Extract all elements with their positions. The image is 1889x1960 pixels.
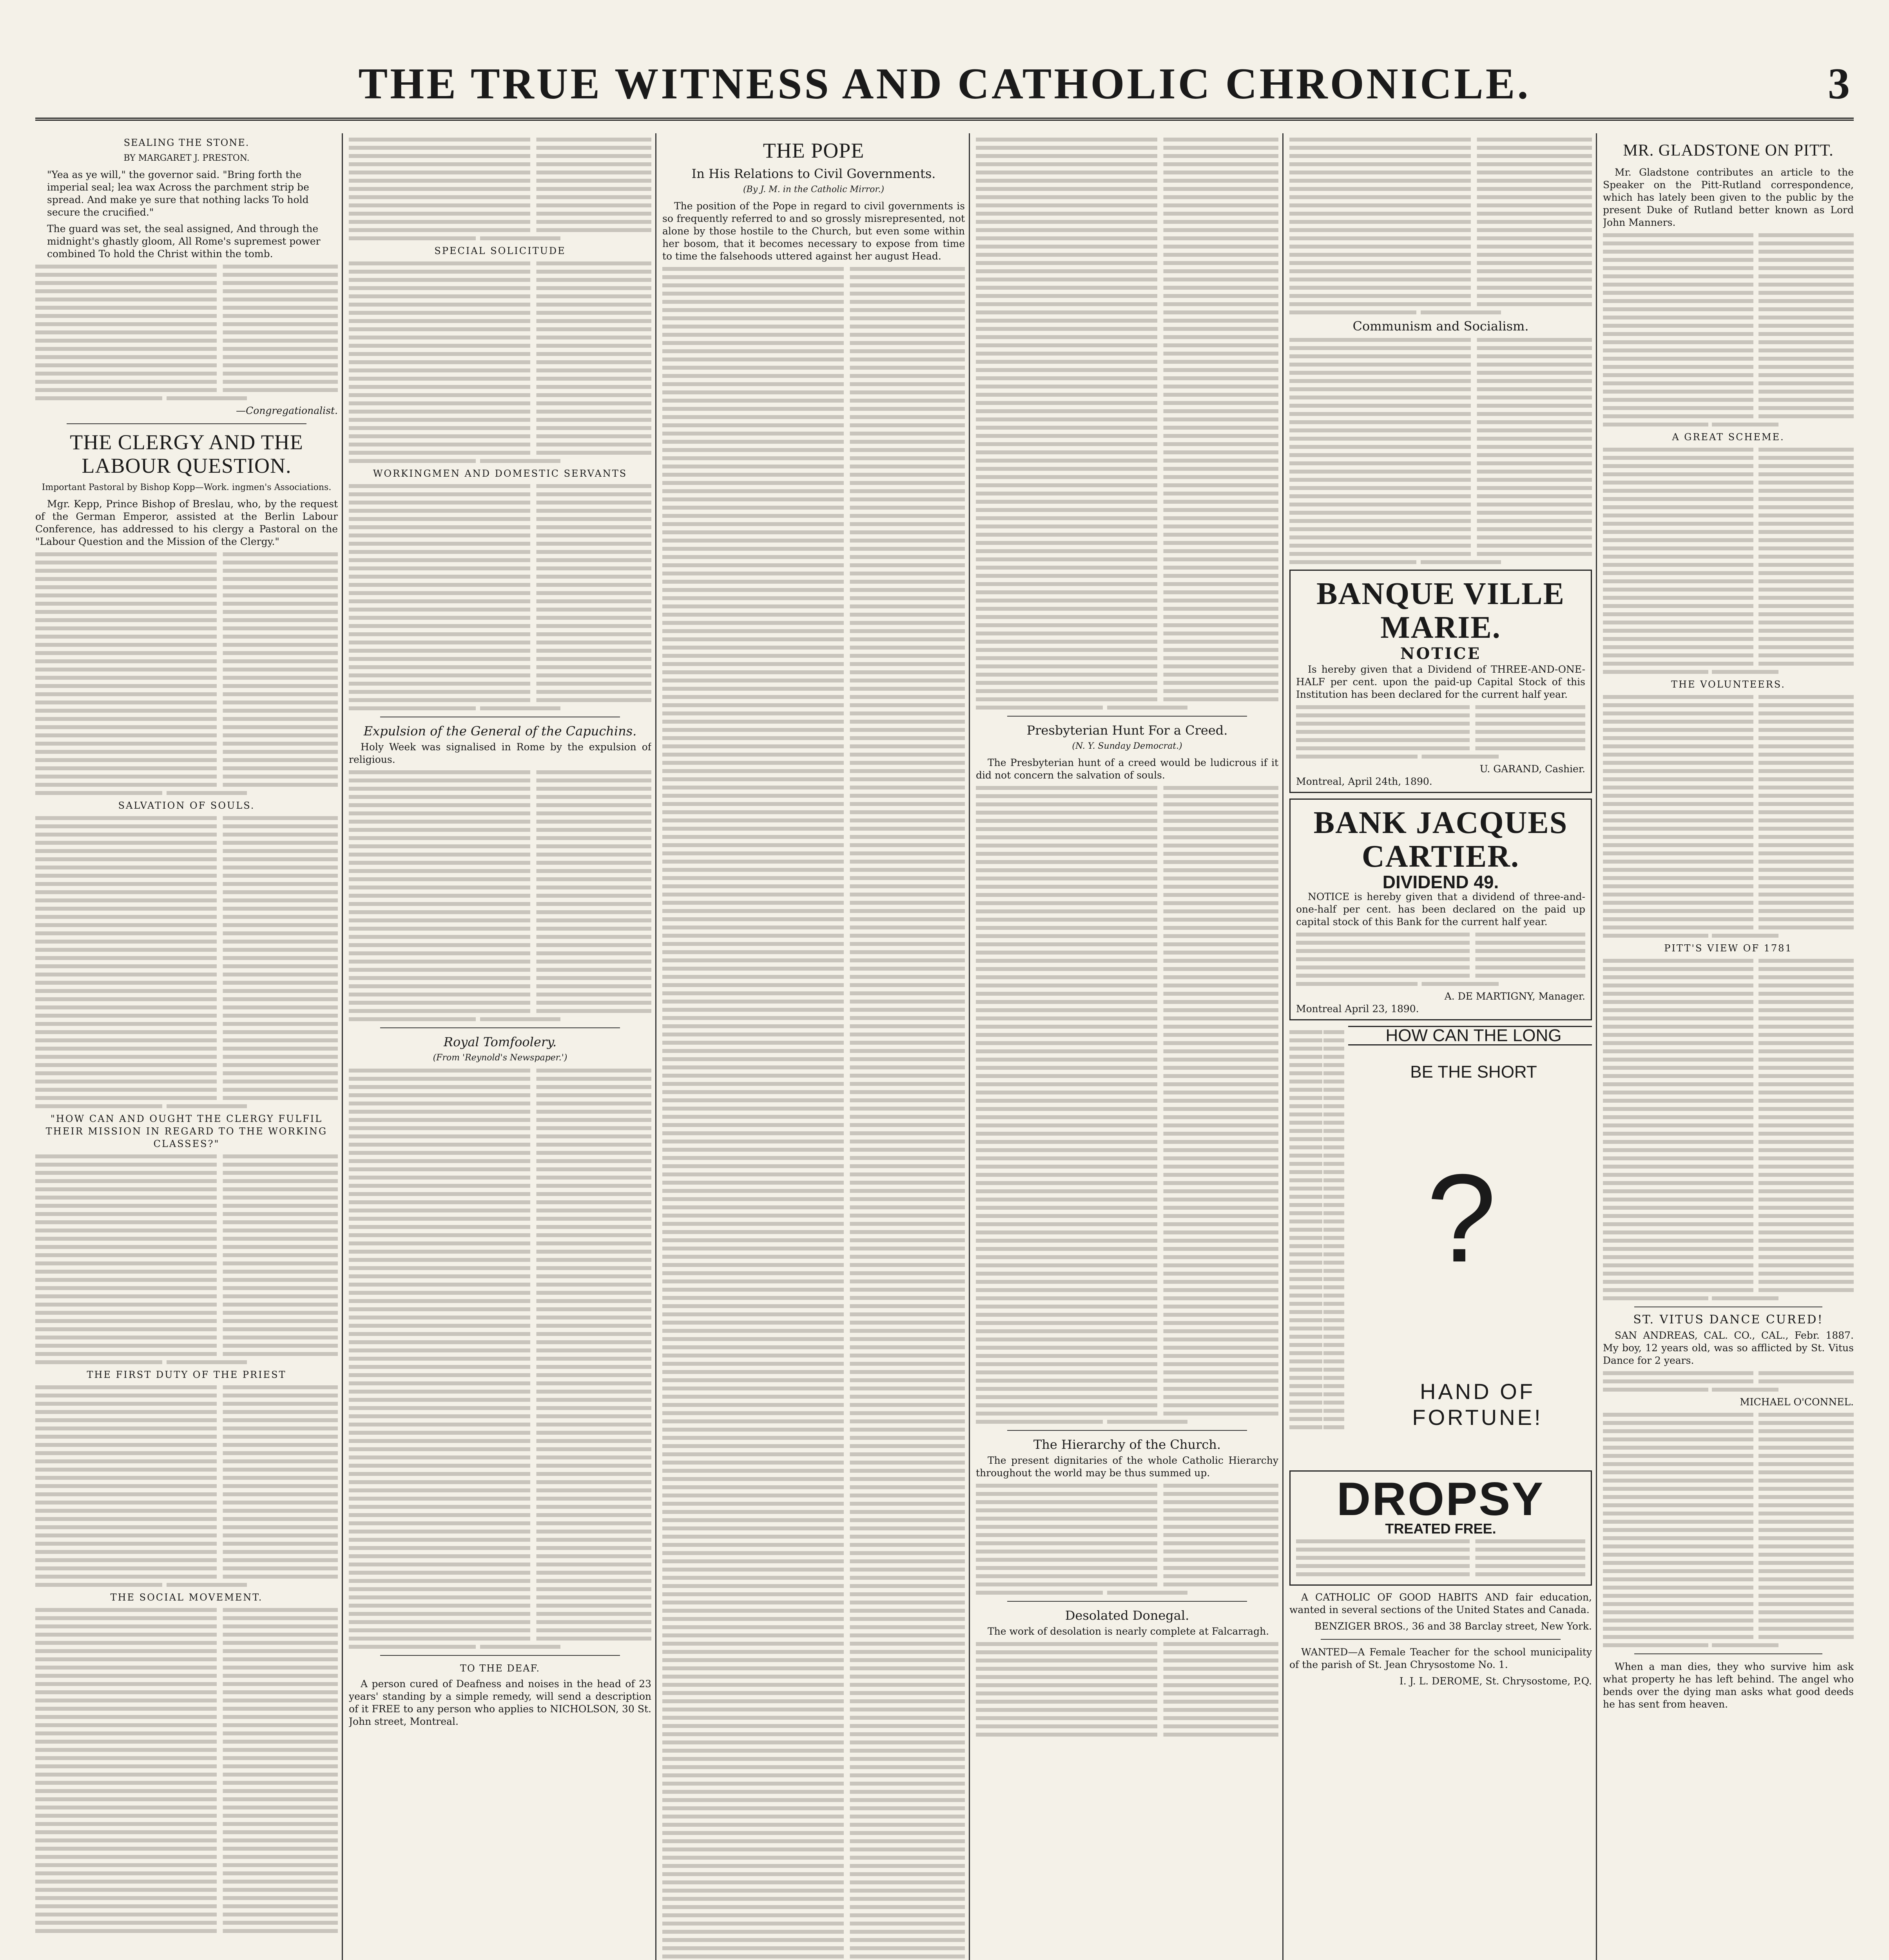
article-title: The Hierarchy of the Church. (1033, 1437, 1221, 1452)
text-block (1603, 1371, 1854, 1392)
column-5 (1289, 133, 1592, 1960)
text-block (976, 1642, 1278, 1737)
text-block (1289, 338, 1592, 564)
text-block (1296, 1539, 1585, 1576)
ad-signature: I. J. L. DEROME, St. Chrysostome, P.Q. (1399, 1675, 1592, 1687)
column-6 (1603, 133, 1854, 1960)
ad-title: DROPSY (1336, 1473, 1545, 1525)
section-heading: PITT'S VIEW OF 1781 (1664, 943, 1793, 954)
masthead (35, 59, 1854, 122)
poem-body (35, 169, 338, 260)
article-title: Royal Tomfoolery. (443, 1034, 557, 1049)
text-block (1603, 959, 1854, 1300)
railway-ad (1289, 1026, 1592, 1465)
text-block (976, 138, 1278, 710)
divider (67, 423, 306, 424)
ad-title: BANK JACQUES CARTIER. (1313, 806, 1568, 874)
column-rule (1282, 133, 1284, 1960)
text-block (349, 261, 651, 463)
divider (380, 1027, 620, 1028)
text-block (1289, 1026, 1344, 1434)
article-source: (N. Y. Sunday Democrat.) (1072, 741, 1182, 751)
article-subtitle: In His Relations to Civil Governments. (691, 166, 936, 181)
page-number: 3 (1828, 60, 1850, 108)
ad-slogan: HAND OF FORTUNE! (1412, 1379, 1543, 1430)
divider (1634, 1653, 1822, 1654)
ad-date: Montreal April 23, 1890. (1296, 1003, 1419, 1014)
poem-title: SEALING THE STONE. (123, 137, 250, 148)
section-heading: SPECIAL SOLICITUDE (434, 245, 566, 256)
section-heading: THE SOCIAL MOVEMENT. (110, 1592, 263, 1603)
text-block (1603, 448, 1854, 674)
article-title: THE CLERGY AND THE LABOUR QUESTION. (70, 430, 303, 477)
article-paragraph: When a man dies, they who survive him ask what property he has left behind. The angel who bends over the dying man asks what good deeds he has sent from heaven. (1603, 1661, 1854, 1710)
text-block (1289, 138, 1592, 314)
text-block (1603, 233, 1854, 426)
ad-dividend-heading: DIVIDEND 49. (1382, 872, 1499, 892)
column-2 (349, 133, 651, 1960)
ad-title: BANQUE VILLE MARIE. (1316, 577, 1565, 645)
text-block (1603, 695, 1854, 938)
article-paragraph: SAN ANDREAS, CAL. CO., CAL., Febr. 1887. My boy, 12 years old, was so afflicted by St. Vitus Dance for 2 years. (1603, 1330, 1854, 1366)
article-title: Communism and Socialism. (1352, 319, 1529, 334)
text-block (349, 770, 651, 1021)
article-title: TO THE DEAF. (460, 1663, 540, 1674)
article-title: THE POPE (763, 139, 865, 162)
article-paragraph: Mgr. Kepp, Prince Bishop of Breslau, who, by the request of the German Emperor, assisted at the Berlin Labour Conference, has addressed to his clergy a Pastoral on the "Labour Question and the Mission of the Clergy." (35, 498, 338, 547)
text-block (976, 786, 1278, 1424)
article-signature: MICHAEL O'CONNEL. (1740, 1396, 1854, 1408)
text-block (35, 552, 338, 795)
ad-text: A CATHOLIC OF GOOD HABITS AND fair education, wanted in several sections of the United States and Canada. (1289, 1592, 1592, 1615)
text-block (1296, 705, 1585, 759)
divider (1007, 716, 1247, 717)
ad-text: WANTED—A Female Teacher for the school municipality of the parish of St. Jean Chrysostome No. 1. (1289, 1646, 1592, 1670)
column-rule (969, 133, 970, 1960)
text-block (1603, 1413, 1854, 1647)
section-heading: THE FIRST DUTY OF THE PRIEST (87, 1369, 286, 1380)
text-block (1296, 933, 1585, 986)
column-3 (662, 133, 965, 1960)
article-title: ST. VITUS DANCE CURED! (1633, 1313, 1824, 1327)
bank-dividend-ad (1289, 799, 1592, 1020)
column-4 (976, 133, 1278, 1960)
article-subtitle: Important Pastoral by Bishop Kopp—Work. ingmen's Associations. (42, 483, 332, 492)
text-block (35, 816, 338, 1108)
ad-signature: BENZIGER BROS., 36 and 38 Barclay street, New York. (1314, 1621, 1592, 1632)
poem-stanza: "Yea as ye will," the governor said. "Bring forth the imperial seal; lea wax Across the parchment strip be spread. And make ye sure that nothing lacks To hold secure the crucified." (47, 169, 309, 218)
text-block (349, 138, 651, 240)
text-block (662, 267, 965, 1960)
poem-attribution: —Congregationalist. (236, 405, 338, 416)
section-heading: "HOW CAN AND OUGHT THE CLERGY FULFIL THEIR MISSION IN REGARD TO THE WORKING CLASSES?" (45, 1113, 328, 1149)
ad-signature: A. DE MARTIGNY, Manager. (1444, 991, 1585, 1002)
article-title: Desolated Donegal. (1065, 1608, 1189, 1623)
column-rule (655, 133, 656, 1960)
section-heading: WORKINGMEN AND DOMESTIC SERVANTS (373, 468, 627, 479)
ad-headline: HOW CAN THE LONG (1348, 1026, 1592, 1045)
dropsy-ad (1289, 1470, 1592, 1586)
divider (1007, 1430, 1247, 1431)
poem-byline: BY MARGARET J. PRESTON. (123, 153, 250, 163)
article-title: Presbyterian Hunt For a Creed. (1026, 723, 1228, 738)
article-source: (From 'Reynold's Newspaper.') (433, 1053, 567, 1063)
question-mark-glyph: ? (1427, 1148, 1496, 1288)
section-heading: THE VOLUNTEERS. (1671, 679, 1786, 690)
ad-text: Is hereby given that a Dividend of THREE-AND-ONE-HALF per cent. upon the paid-up Capital Stock of this Institution has been declared for the current half year. (1296, 664, 1585, 700)
article-byline: (By J. M. in the Catholic Mirror.) (743, 185, 885, 194)
text-block (35, 265, 338, 400)
column-rule (1596, 133, 1597, 1960)
article-paragraph: The present dignitaries of the whole Catholic Hierarchy throughout the world may be thus summed up. (976, 1455, 1278, 1479)
column-1 (35, 133, 338, 1960)
ad-subtitle: TREATED FREE. (1385, 1521, 1496, 1537)
divider (380, 1655, 620, 1656)
article-paragraph: A person cured of Deafness and noises in the head of 23 years' standing by a simple remedy, will send a description of it FREE to any person who applies to NICHOLSON, 30 St. John street, Montreal. (349, 1678, 651, 1727)
poem-stanza: The guard was set, the seal assigned, And through the midnight's ghastly gloom, All Rome's supremest power combined To hold the Christ within the tomb. (47, 223, 321, 260)
article-paragraph: Mr. Gladstone contributes an article to the Speaker on the Pitt-Rutland correspondence, which has lately been given to the public by the present Duke of Rutland better known as Lord John Manners. (1603, 167, 1854, 228)
text-block (35, 1608, 338, 1933)
text-block (349, 484, 651, 710)
ad-date: Montreal, April 24th, 1890. (1296, 776, 1432, 787)
column-rule (342, 133, 343, 1960)
bank-notice-ad (1289, 570, 1592, 793)
ad-signature: U. GARAND, Cashier. (1479, 763, 1585, 775)
ad-headline: BE THE SHORT (1410, 1062, 1537, 1082)
article-paragraph: The position of the Pope in regard to civil governments is so frequently referred to and so grossly misrepresented, not alone by those hostile to the Church, but even some within her bosom, that it becomes necessary to expose from time to time the falsehoods uttered against her august Head. (662, 200, 965, 262)
masthead-title: THE TRUE WITNESS AND CATHOLIC CHRONICLE. (358, 60, 1531, 108)
ad-text: NOTICE is hereby given that a dividend of three-and-one-half per cent. has been declared on the paid up capital stock of this Bank for the current half year. (1296, 891, 1585, 927)
text-block (35, 1154, 338, 1364)
text-block (976, 1484, 1278, 1595)
section-heading: A GREAT SCHEME. (1672, 432, 1785, 443)
section-heading: SALVATION OF SOULS. (118, 800, 255, 811)
divider (1007, 1601, 1247, 1602)
article-title: MR. GLADSTONE ON PITT. (1623, 142, 1834, 160)
masthead-rule (35, 118, 1854, 121)
divider (1321, 1639, 1561, 1640)
text-block (35, 1385, 338, 1587)
article-paragraph: The work of desolation is nearly complete at Falcarragh. (988, 1626, 1269, 1637)
article-paragraph: Holy Week was signalised in Rome by the expulsion of religious. (349, 741, 651, 765)
article-paragraph: The Presbyterian hunt of a creed would be ludicrous if it did not concern the salvation of souls. (976, 757, 1278, 781)
text-block (349, 1069, 651, 1649)
ad-notice-heading: NOTICE (1400, 644, 1481, 663)
article-title: Expulsion of the General of the Capuchins. (363, 724, 637, 739)
